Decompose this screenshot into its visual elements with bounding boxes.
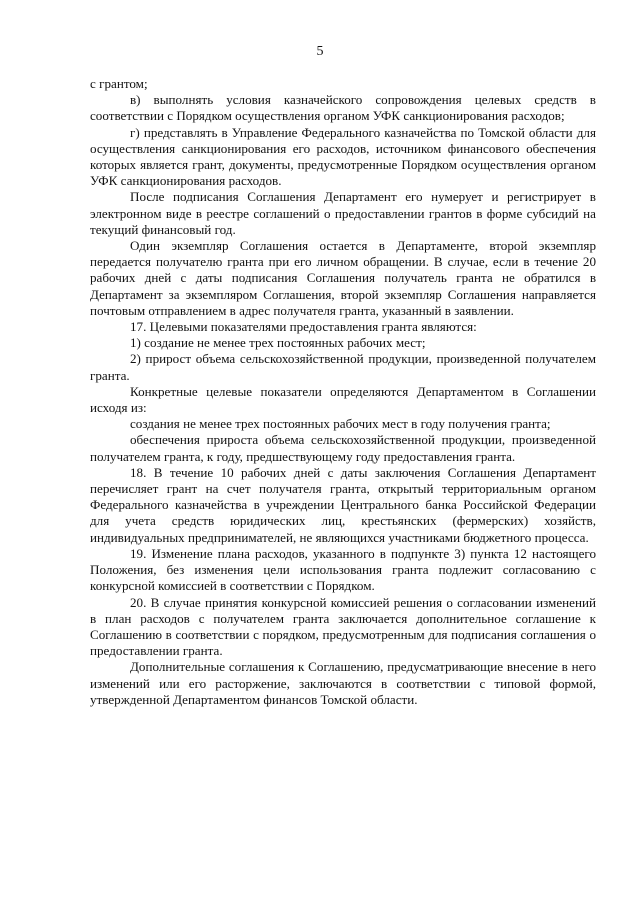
document-body bbox=[90, 76, 596, 708]
paragraph: в) выполнять условия казначейского сопровождения целевых средств в соответствии с Порядком осуществления органом УФК санкционирования расходов; bbox=[90, 92, 596, 124]
paragraph: Дополнительные соглашения к Соглашению, предусматривающие внесение в него изменений или его расторжение, заключаются в соответствии с типовой формой, утвержденной Департаментом финансов Томской области. bbox=[90, 659, 596, 707]
paragraph: обеспечения прироста объема сельскохозяйственной продукции, произведенной получателем гранта, к году, предшествующему году предоставления гранта. bbox=[90, 432, 596, 464]
paragraph: После подписания Соглашения Департамент его нумерует и регистрирует в электронном виде в реестре соглашений о предоставлении грантов в форме субсидий на текущий финансовый год. bbox=[90, 189, 596, 237]
paragraph: г) представлять в Управление Федерального казначейства по Томской области для осуществления санкционирования его расходов, источником финансового обеспечения которых является грант, документы, предусмотренные Порядком осуществления органом УФК санкционирования расходов. bbox=[90, 124, 596, 189]
page-number: 5 bbox=[316, 44, 324, 59]
paragraph: создания не менее трех постоянных рабочих мест в году получения гранта; bbox=[130, 416, 551, 432]
paragraph: 2) прирост объема сельскохозяйственной продукции, произведенной получателем гранта. bbox=[90, 351, 596, 383]
paragraph: 17. Целевыми показателями предоставления гранта являются: bbox=[130, 319, 477, 335]
paragraph: Конкретные целевые показатели определяются Департаментом в Соглашении исходя из: bbox=[90, 383, 596, 416]
paragraph: 19. Изменение плана расходов, указанного в подпункте 3) пункта 12 настоящего Положения, без изменения цели использования гранта подлежит согласованию с конкурсной комиссией в соответствии с Порядком. bbox=[90, 545, 596, 594]
paragraph: с грантом; bbox=[90, 76, 148, 91]
paragraph: Один экземпляр Соглашения остается в Департаменте, второй экземпляр передается получателю гранта при его личном обращении. В случае, если в течение 20 рабочих дней с даты подписания Соглашения получатель гранта не обратился в Департамент за экземпляром Соглашения, второй экземпляр Соглашения направляется почтовым отправлением в адрес получателя гранта, указанный в заявлении. bbox=[90, 238, 596, 318]
paragraph: 20. В случае принятия конкурсной комиссией решения о согласовании изменений в план расходов с получателем гранта заключается дополнительное соглашение к Соглашению в соответствии с порядком, предусмотренным для подписания соглашения о предоставлении гранта. bbox=[90, 594, 596, 659]
paragraph: 1) создание не менее трех постоянных рабочих мест; bbox=[130, 335, 426, 351]
paragraph: 18. В течение 10 рабочих дней с даты заключения Соглашения Департамент перечисляет грант на счет получателя гранта, открытый территориальным органом Федерального казначейства в учреждении Центрального банка Российской Федерации для учета средств юридических лиц, крестьянских (фермерских) хозяйств, индивидуальных предпринимателей, не являющихся участниками бюджетного процесса. bbox=[90, 464, 596, 545]
